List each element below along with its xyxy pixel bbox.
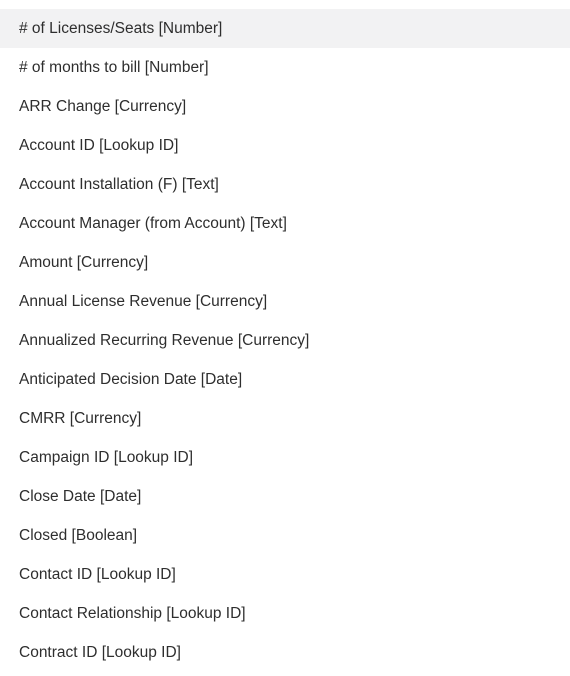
list-item[interactable]: Annual License Revenue [Currency]: [19, 293, 268, 310]
list-item[interactable]: Contact Relationship [Lookup ID]: [19, 605, 246, 622]
list-item[interactable]: CMRR [Currency]: [19, 410, 142, 427]
list-item[interactable]: Close Date [Date]: [19, 488, 142, 505]
list-item[interactable]: Annualized Recurring Revenue [Currency]: [19, 332, 310, 349]
list-item[interactable]: Contact ID [Lookup ID]: [19, 566, 176, 583]
list-item[interactable]: Amount [Currency]: [19, 254, 149, 271]
list-item[interactable]: Account Manager (from Account) [Text]: [19, 215, 287, 232]
list-item[interactable]: Account Installation (F) [Text]: [19, 176, 219, 193]
list-item[interactable]: # of Licenses/Seats [Number]: [0, 9, 570, 48]
list-item[interactable]: # of months to bill [Number]: [19, 59, 209, 76]
list-item[interactable]: Anticipated Decision Date [Date]: [19, 371, 243, 388]
list-item[interactable]: Campaign ID [Lookup ID]: [19, 449, 194, 466]
list-item[interactable]: Account ID [Lookup ID]: [19, 137, 179, 154]
list-item[interactable]: ARR Change [Currency]: [19, 98, 187, 115]
list-item[interactable]: Closed [Boolean]: [19, 527, 138, 544]
list-item[interactable]: Contract ID [Lookup ID]: [19, 644, 181, 661]
